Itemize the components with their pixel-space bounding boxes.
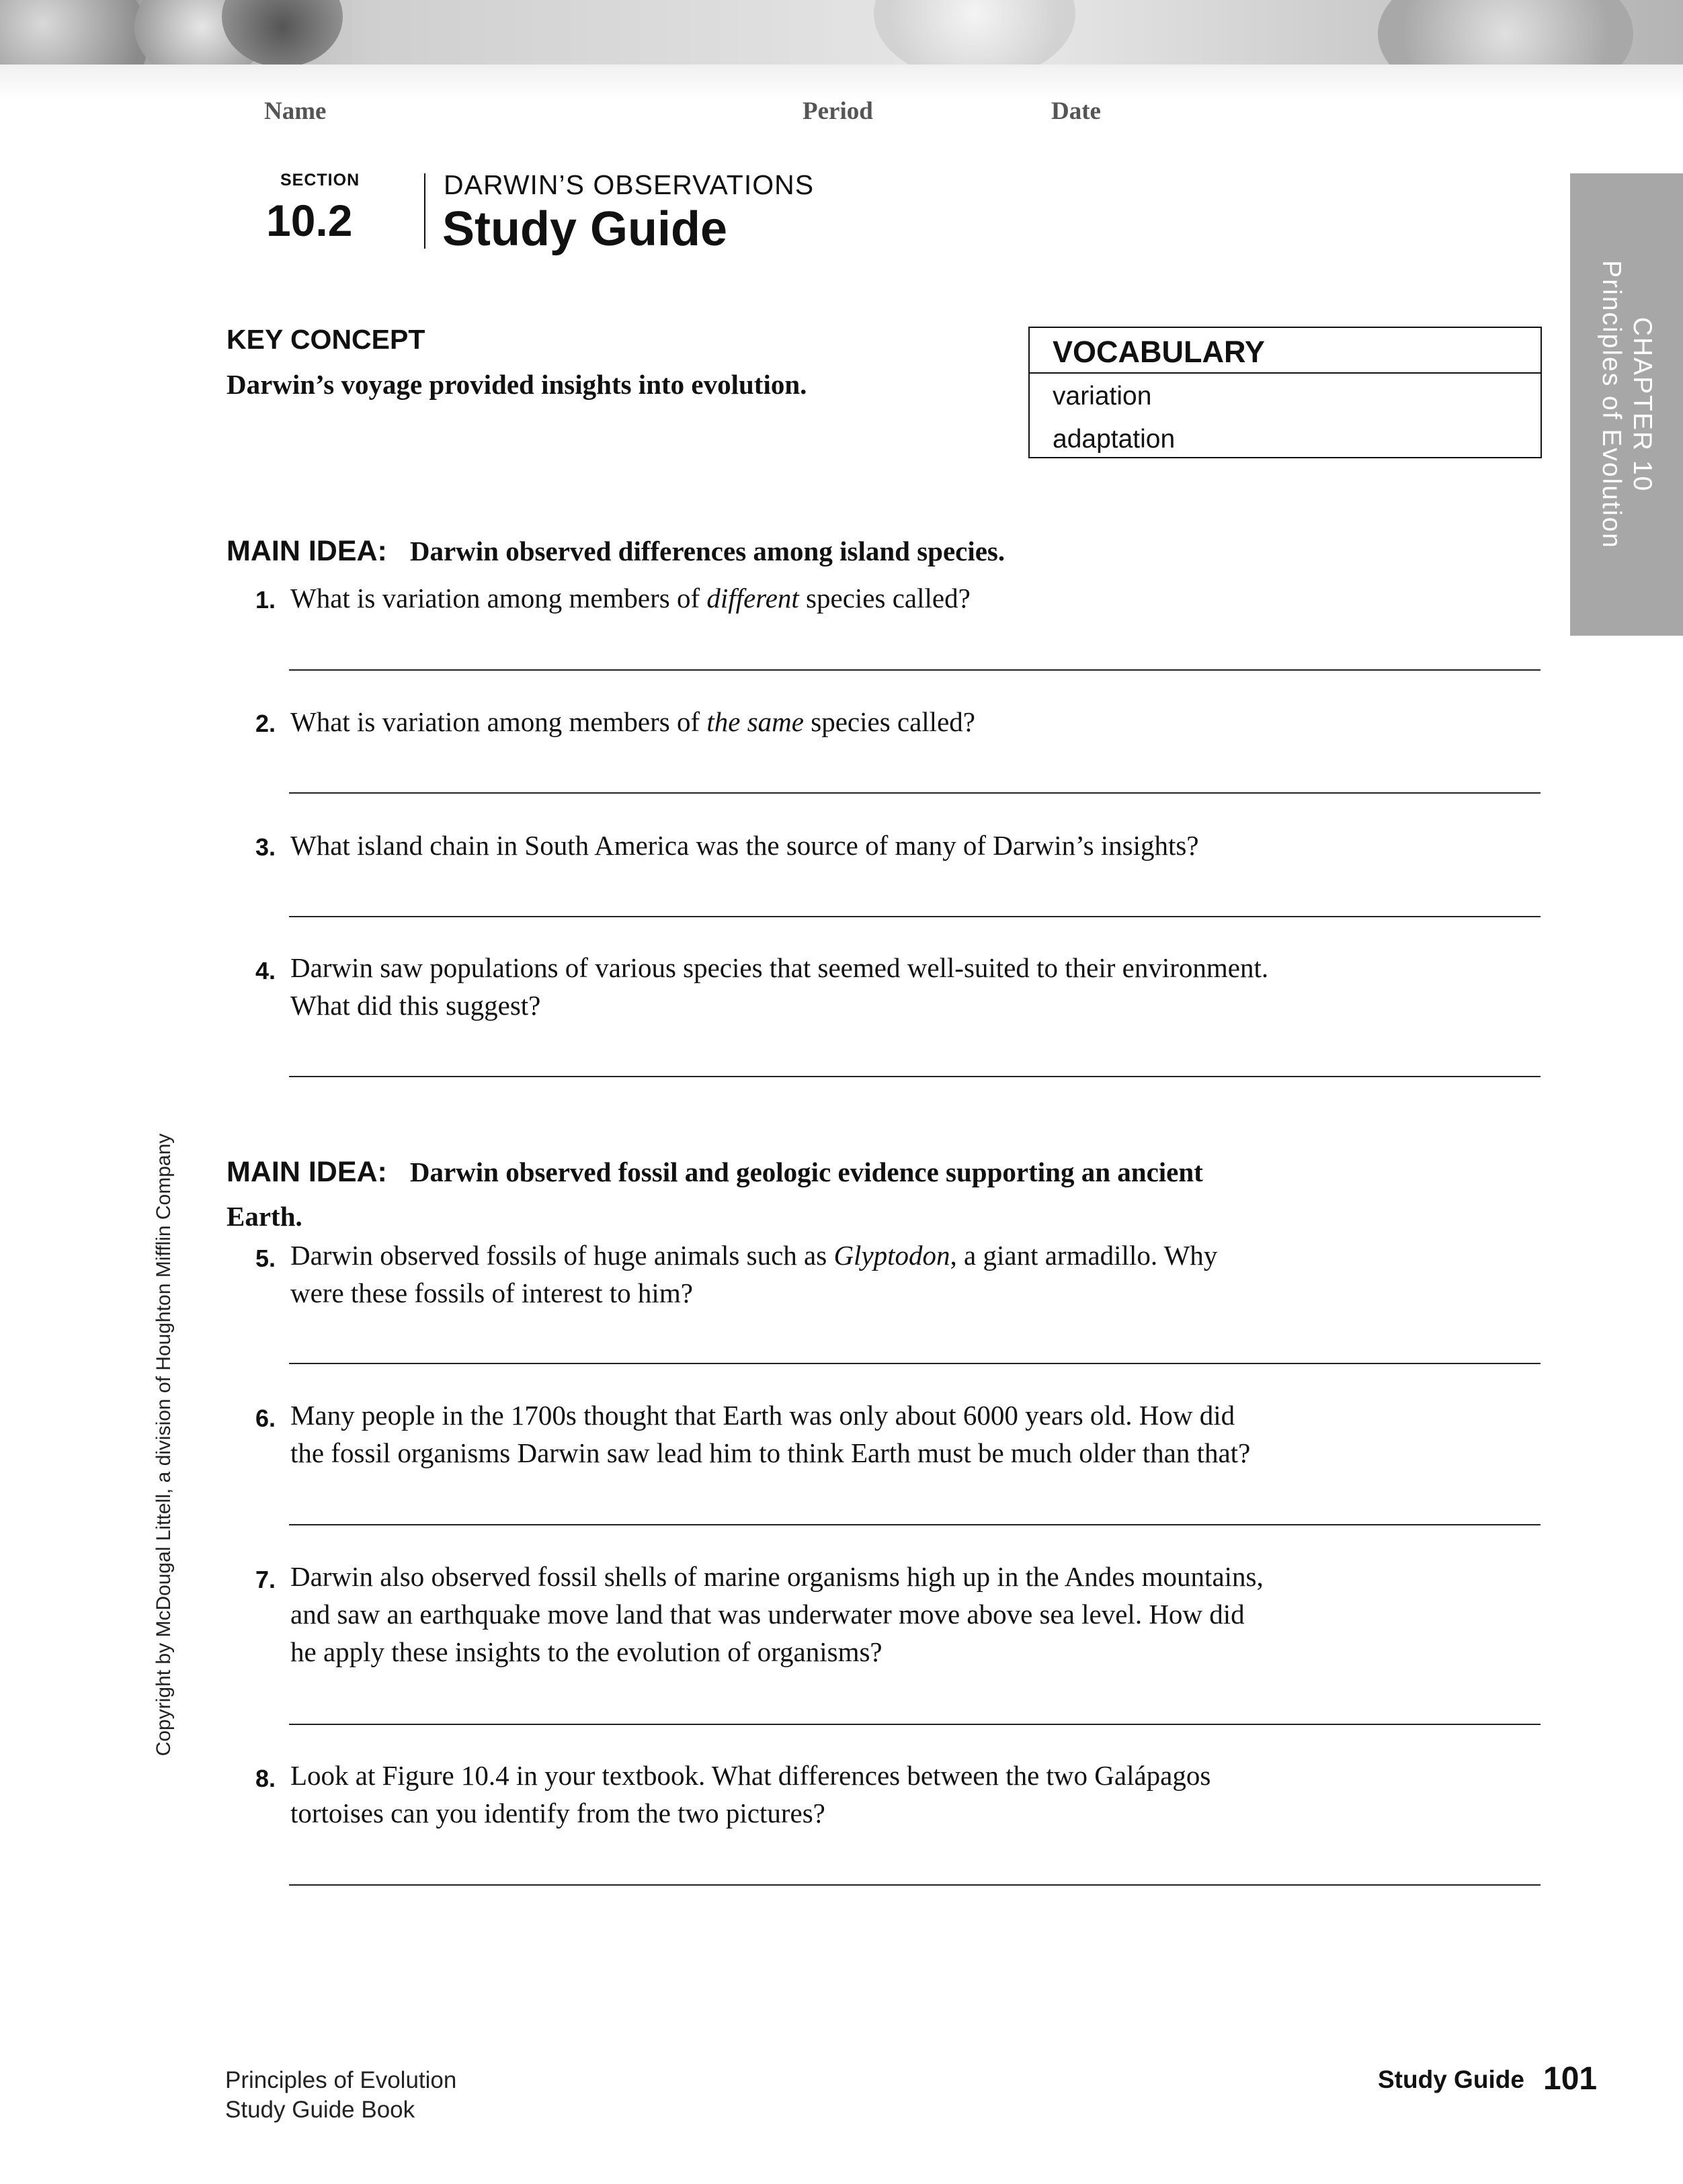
question-3-text: What island chain in South America was the source of many of Darwin’s insights? [290,830,1199,861]
vocabulary-item: adaptation [1053,425,1176,454]
chapter-title: Principles of Evolution [1597,260,1626,549]
question-number: 5. [255,1245,276,1272]
answer-line-2[interactable] [289,792,1541,794]
main-idea-text: Darwin observed fossil and geologic evidence supporting an ancient [409,1157,1203,1187]
question-number: 1. [255,586,276,614]
answer-line-8[interactable] [289,1884,1541,1886]
answer-line-5[interactable] [289,1363,1541,1364]
key-concept-label: KEY CONCEPT [227,324,425,355]
question-6-text: Many people in the 1700s thought that Earth was only about 6000 years old. How did the fossil organisms Darwin saw lead him to think Earth must be much older than that? [290,1400,1251,1468]
page-title: Study Guide [442,202,728,256]
vocabulary-item: variation [1053,382,1152,411]
question-1-text: What is variation among members of different species called? [290,583,971,614]
question-number: 4. [255,957,276,984]
period-label: Period [803,97,873,125]
section-label: SECTION [280,171,360,190]
footer-label: Study Guide [1378,2066,1524,2093]
footer-book-title: Principles of Evolution [225,2067,457,2093]
page-number: 101 [1543,2061,1598,2097]
header-banner-image [0,0,1683,65]
name-label: Name [264,97,327,125]
question-2-text: What is variation among members of the same species called? [290,706,975,737]
answer-line-4[interactable] [289,1076,1541,1077]
footer-book-subtitle: Study Guide Book [225,2097,415,2123]
answer-line-6[interactable] [289,1524,1541,1525]
question-number: 2. [255,710,276,737]
main-idea-1 [227,535,1005,568]
question-number: 8. [255,1765,276,1792]
answer-line-1[interactable] [289,669,1541,671]
copyright-notice: Copyright by McDougal Littell, a division of Houghton Mifflin Company [153,1133,175,1757]
section-number: 10.2 [266,196,353,245]
date-label: Date [1051,97,1101,125]
question-number: 3. [255,833,276,861]
main-idea-2 [227,1153,1369,1235]
question-8-text: Look at Figure 10.4 in your textbook. What differences between the two Galápagos tortoises can you identify from the two pictures? [290,1760,1211,1829]
key-concept-text: Darwin’s voyage provided insights into evolution. [227,369,807,400]
question-5-text: Darwin observed fossils of huge animals such as Glyptodon, a giant armadillo. Why were these fossils of interest to him? [290,1240,1218,1308]
section-divider [424,173,425,249]
vocabulary-box [1028,327,1542,458]
question-number: 7. [255,1566,276,1593]
main-idea-label: MAIN IDEA: [227,535,387,567]
main-idea-text-cont: Earth. [227,1201,302,1232]
question-4-text: Darwin saw populations of various species that seemed well-suited to their environment. What did this suggest? [290,952,1269,1021]
question-7-text: Darwin also observed fossil shells of marine organisms high up in the Andes mountains, and saw an earthquake move land that was underwater move above sea level. How did he apply these insights to the evolution of organisms? [290,1561,1264,1667]
main-idea-text: Darwin observed differences among island species. [409,536,1005,566]
vocabulary-heading: VOCABULARY [1053,335,1265,369]
chapter-number: CHAPTER 10 [1628,317,1657,493]
question-number: 6. [255,1404,276,1432]
answer-line-7[interactable] [289,1724,1541,1725]
main-idea-label: MAIN IDEA: [227,1156,387,1188]
answer-line-3[interactable] [289,916,1541,917]
section-subtitle: DARWIN’S OBSERVATIONS [444,169,815,200]
